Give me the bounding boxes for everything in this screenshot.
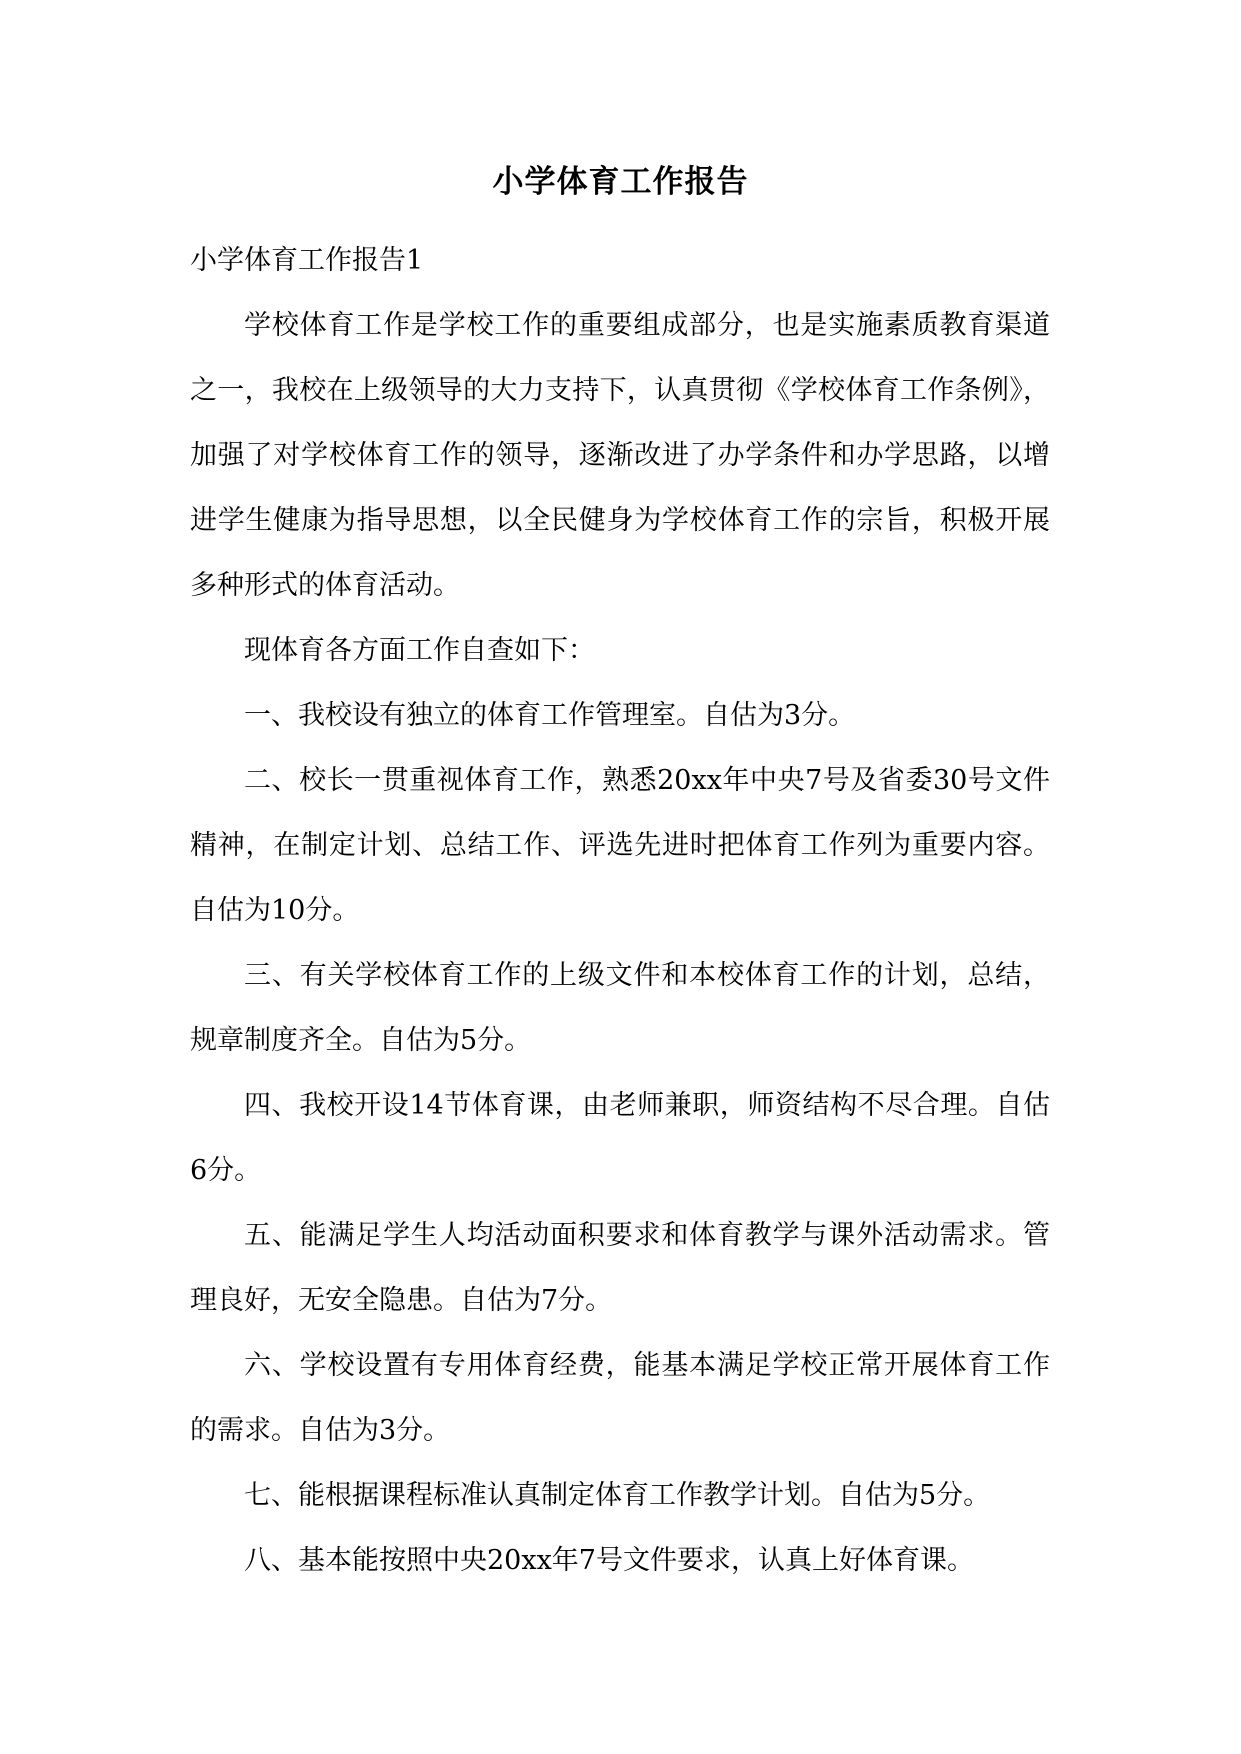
paragraph: 三、有关学校体育工作的上级文件和本校体育工作的计划，总结，规章制度齐全。自估为5分。 [190,960,1050,1056]
document-title: 小学体育工作报告 [492,164,749,200]
paragraph: 八、基本能按照中央20xx年7号文件要求，认真上好体育课。 [244,1545,974,1576]
paragraph: 一、我校设有独立的体育工作管理室。自估为3分。 [244,700,856,731]
paragraph: 学校体育工作是学校工作的重要组成部分，也是实施素质教育渠道之一，我校在上级领导的大力支持下，认真贯彻《学校体育工作条例》，加强了对学校体育工作的领导，逐渐改进了办学条件和办学思路，以增进学生健康为指导思想，以全民健身为学校体育工作的宗旨，积极开展多种形式的体育活动。 [190,310,1050,601]
paragraph: 六、学校设置有专用体育经费，能基本满足学校正常开展体育工作的需求。自估为3分。 [190,1350,1050,1446]
section-heading: 小学体育工作报告1 [190,245,424,276]
paragraph: 二、校长一贯重视体育工作，熟悉20xx年中央7号及省委30号文件精神，在制定计划、总结工作、评选先进时把体育工作列为重要内容。自估为10分。 [190,765,1050,926]
paragraph: 四、我校开设14节体育课，由老师兼职，师资结构不尽合理。自估6分。 [190,1090,1050,1186]
paragraph: 现体育各方面工作自查如下： [244,635,595,666]
paragraph: 七、能根据课程标准认真制定体育工作教学计划。自估为5分。 [244,1480,991,1511]
paragraph: 五、能满足学生人均活动面积要求和体育教学与课外活动需求。管理良好，无安全隐患。自估为7分。 [190,1220,1050,1316]
document-body [190,228,1050,1593]
